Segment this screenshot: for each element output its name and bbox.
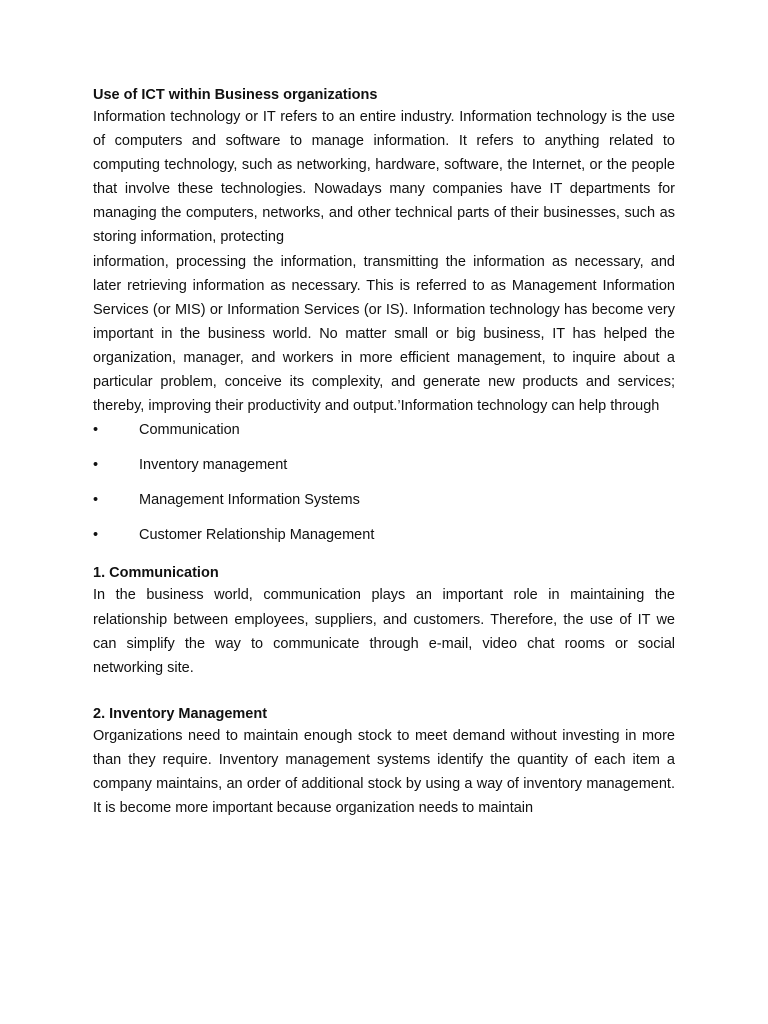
bullet-icon: • [93, 457, 99, 474]
list-item [93, 418, 675, 453]
list-item-label: Communication [139, 422, 240, 439]
document-title: Use of ICT within Business organizations [93, 87, 378, 103]
intro-paragraph-1: Information technology or IT refers to an entire industry. Information technology is the use of computers and software to manage information. It refers to anything related to computing technology, such as networking, hardware, software, the Internet, or the people that involve these technologies. Nowadays many companies have IT departments for managing the computers, networks, and other technical parts of their businesses, such as storing information, protecting [93, 109, 675, 246]
intro-paragraph-2: information, processing the information, transmitting the information as necessary, and later retrieving information as necessary. This is referred to as Management Information Services (or MIS) or Information Services (or IS). Information technology has become very important in the business world. No matter small or big business, IT has helped the organization, manager, and workers in more efficient management, to inquire about a particular problem, conceive its complexity, and generate new products and services; thereby, improving their productivity and output.’Information technology can help through [93, 253, 675, 415]
section-heading-communication: 1. Communication [93, 565, 219, 582]
list-item [93, 523, 675, 558]
list-item-label: Inventory management [139, 457, 288, 474]
list-item [93, 488, 675, 523]
section-body-communication: In the business world, communication plays an important role in maintaining the relationship between employees, suppliers, and customers. Therefore, the use of IT we can simplify the way to communicate through e-mail, video chat rooms or social networking site. [93, 587, 675, 676]
bullet-list [93, 418, 675, 557]
list-item-label: Customer Relationship Management [139, 526, 375, 543]
bullet-icon: • [93, 491, 99, 508]
list-item-label: Management Information Systems [139, 491, 360, 508]
bullet-icon: • [93, 422, 99, 439]
section-heading-inventory: 2. Inventory Management [93, 705, 268, 722]
bullet-icon: • [93, 526, 99, 543]
section-body-inventory: Organizations need to maintain enough stock to meet demand without investing in more than they require. Inventory management systems identify the quantity of each item a company maintains, an order of additional stock by using a way of inventory management. It is become more important because organization needs to maintain [93, 727, 675, 817]
document-page [93, 86, 675, 820]
list-item [93, 453, 675, 488]
